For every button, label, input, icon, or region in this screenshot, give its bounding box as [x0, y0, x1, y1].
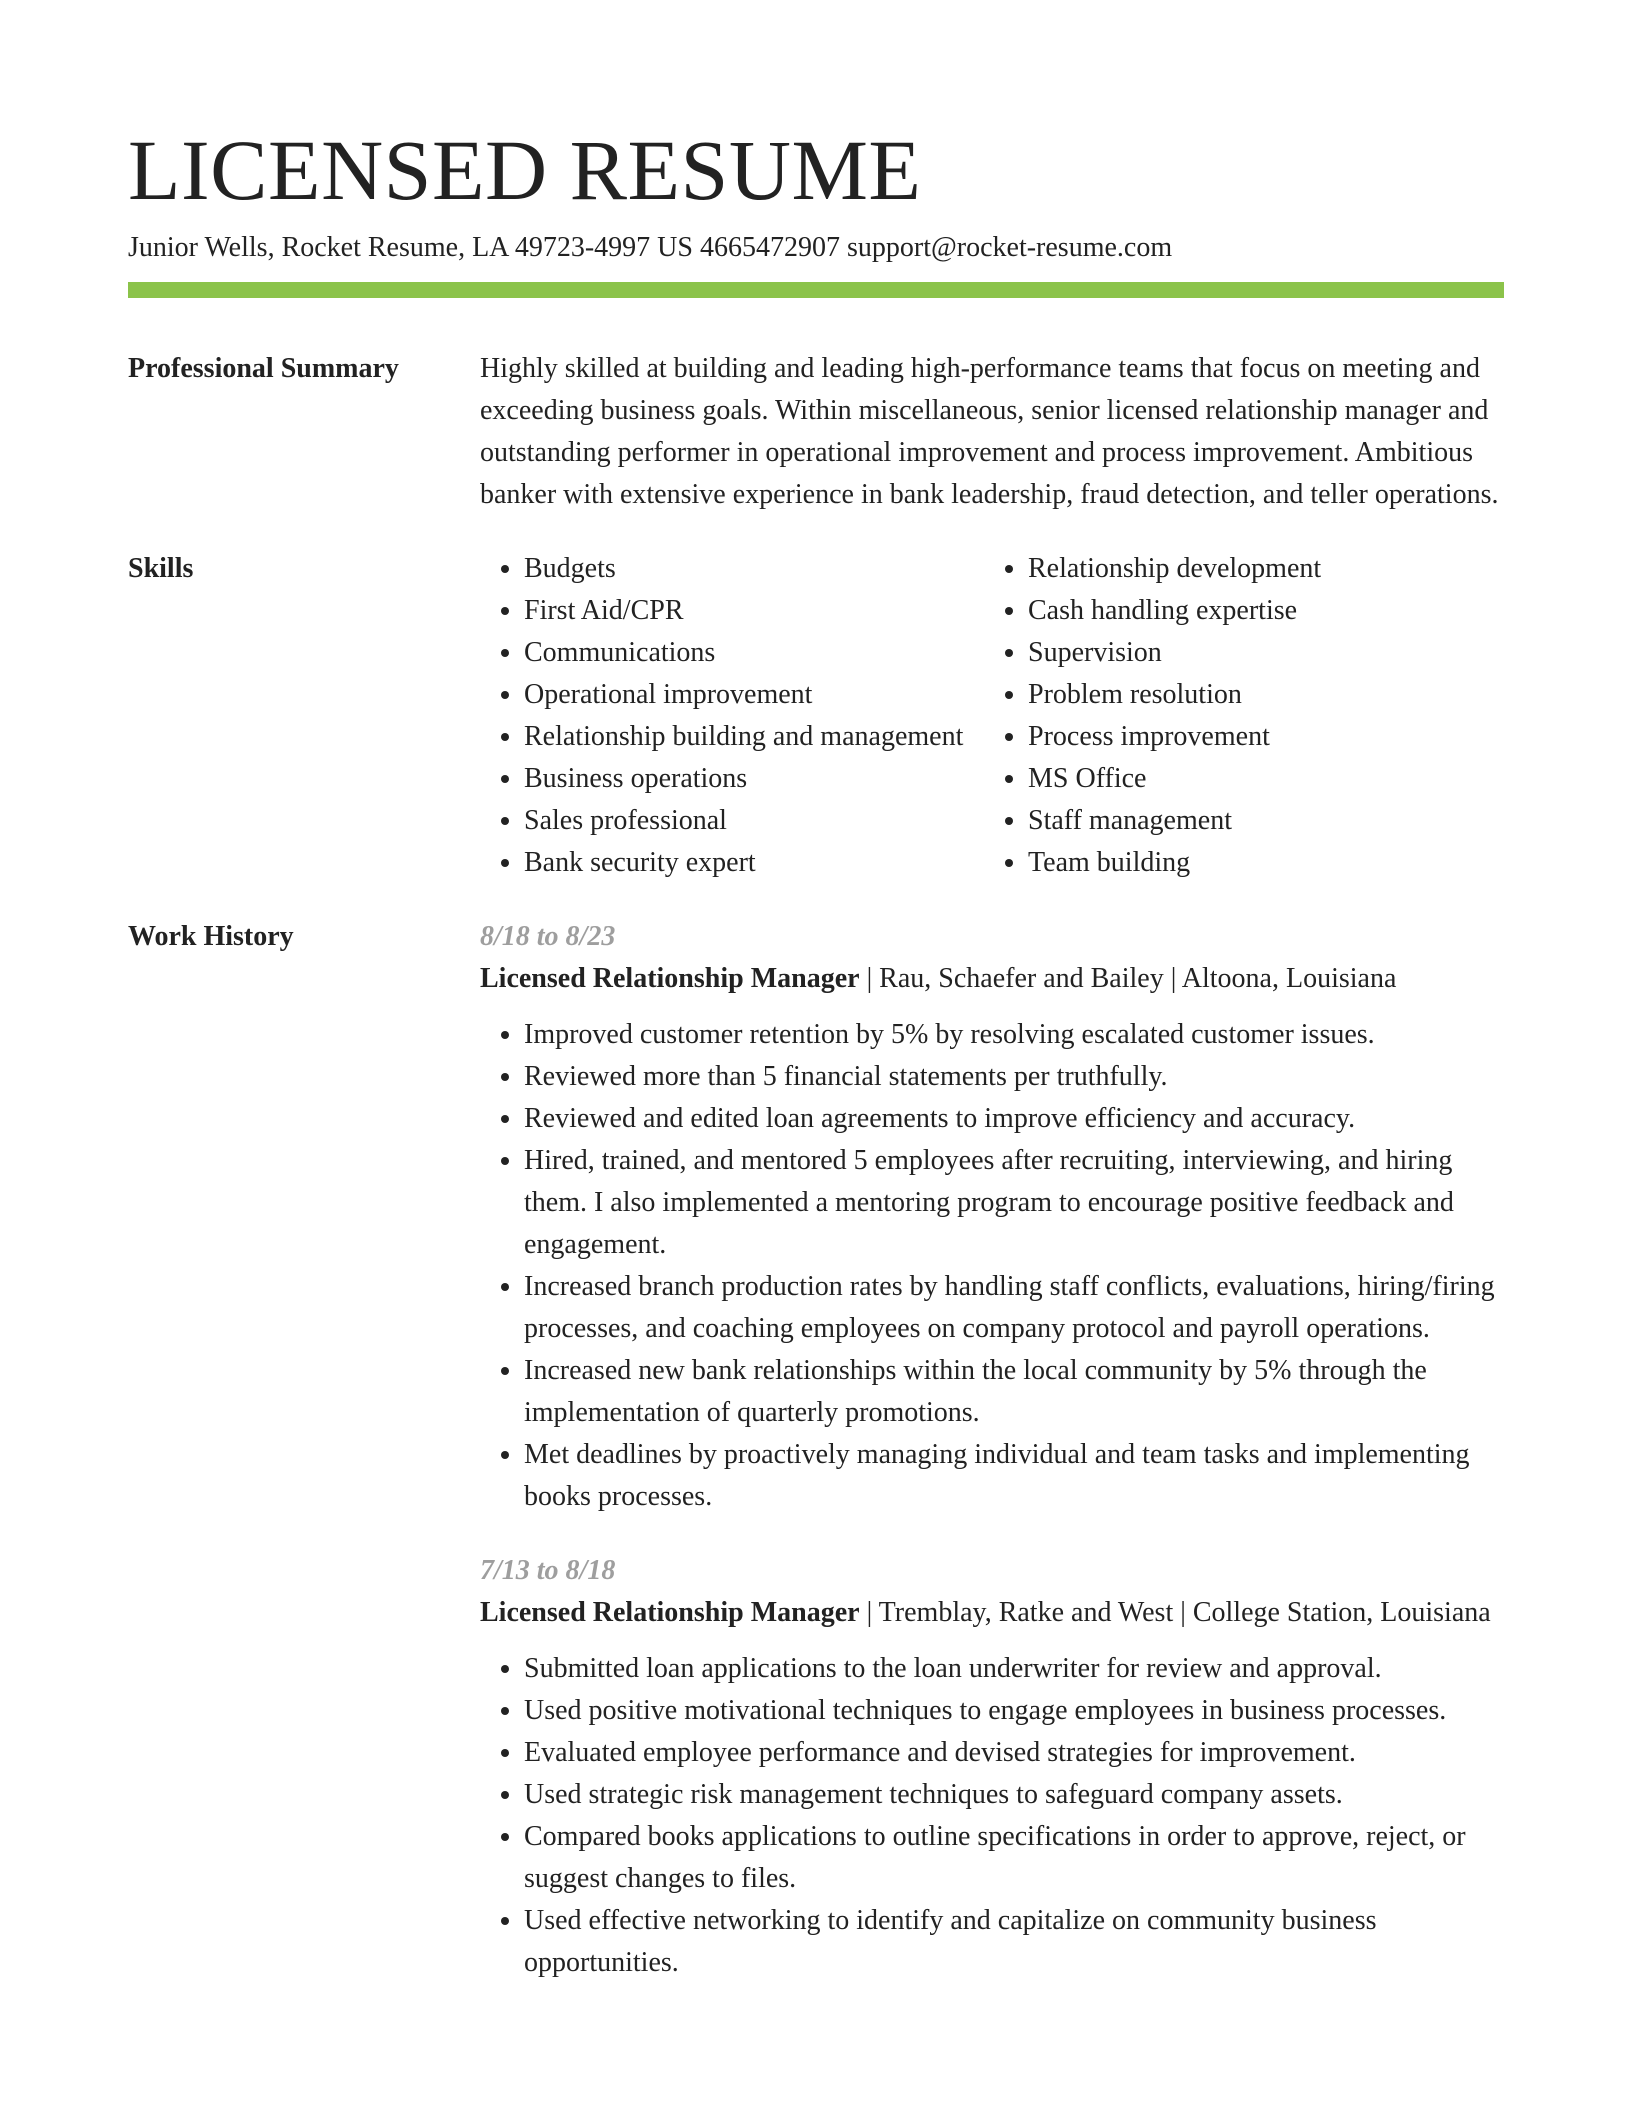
- job-bullet: • Met deadlines by proactively managing individual and team tasks and implementing books processes.: [524, 1434, 1504, 1518]
- accent-divider: [128, 282, 1504, 298]
- skill-item: • Communications: [524, 632, 984, 674]
- summary-text: Highly skilled at building and leading high-performance teams that focus on meeting and exceeding business goals. Within miscellaneous, senior licensed relationship manager and outstanding performer in operational improvement and process improvement. Ambitious banker with extensive experience in bank leadership, fraud detection, and teller operations.: [480, 353, 1499, 510]
- job-bullet: • Hired, trained, and mentored 5 employees after recruiting, interviewing, and hiring them. I also implemented a mentoring program to encourage positive feedback and engagement.: [524, 1140, 1504, 1266]
- job-bullet: • Used strategic risk management techniques to safeguard company assets.: [524, 1774, 1504, 1816]
- skill-item: • MS Office: [1028, 758, 1321, 800]
- job-bullets: [480, 1014, 1504, 1518]
- summary-section: [128, 348, 1504, 516]
- job-bullet: • Increased new bank relationships within the local community by 5% through the implementation of quarterly promotions.: [524, 1350, 1504, 1434]
- job-heading: [480, 958, 1504, 1000]
- job-heading: [480, 1592, 1504, 1634]
- skill-item: • Budgets: [524, 548, 984, 590]
- job-bullet: • Reviewed more than 5 financial statements per truthfully.: [524, 1056, 1504, 1098]
- section-label-skills: Skills: [128, 553, 194, 584]
- skill-item: • Bank security expert: [524, 842, 984, 884]
- job-bullet: • Evaluated employee performance and devised strategies for improvement.: [524, 1732, 1504, 1774]
- skill-item: • Relationship development: [1028, 548, 1321, 590]
- section-label-work: Work History: [128, 921, 294, 952]
- skills-section: [128, 548, 1504, 884]
- skill-item: • Cash handling expertise: [1028, 590, 1321, 632]
- job-title: Licensed Relationship Manager: [480, 1597, 860, 1628]
- job-bullet: • Compared books applications to outline specifications in order to approve, reject, or suggest changes to files.: [524, 1816, 1504, 1900]
- skill-item: • Process improvement: [1028, 716, 1321, 758]
- job-bullet: • Submitted loan applications to the loan underwriter for review and approval.: [524, 1648, 1504, 1690]
- job-details: | Tremblay, Ratke and West | College Station, Louisiana: [859, 1597, 1491, 1628]
- skill-item: • Operational improvement: [524, 674, 984, 716]
- job-entry: [480, 1550, 1504, 1984]
- job-bullet: • Used positive motivational techniques to engage employees in business processes.: [524, 1690, 1504, 1732]
- job-bullet: • Improved customer retention by 5% by resolving escalated customer issues.: [524, 1014, 1504, 1056]
- contact-line: Junior Wells, Rocket Resume, LA 49723-4997 US 4665472907 support@rocket-resume.com: [128, 232, 1173, 263]
- job-dates: 8/18 to 8/23: [480, 921, 616, 952]
- job-bullets: [480, 1648, 1504, 1984]
- skill-item: • Supervision: [1028, 632, 1321, 674]
- work-history-section: [128, 916, 1504, 1984]
- resume-page: [128, 120, 1504, 1984]
- section-label-summary: Professional Summary: [128, 353, 399, 384]
- skill-item: • Staff management: [1028, 800, 1321, 842]
- skill-item: • Business operations: [524, 758, 984, 800]
- skill-item: • Team building: [1028, 842, 1321, 884]
- job-details: | Rau, Schaefer and Bailey | Altoona, Louisiana: [859, 963, 1397, 994]
- skill-item: • Sales professional: [524, 800, 984, 842]
- job-bullet: • Used effective networking to identify and capitalize on community business opportunities.: [524, 1900, 1504, 1984]
- skill-item: • Relationship building and management: [524, 716, 984, 758]
- job-dates: 7/13 to 8/18: [480, 1555, 616, 1586]
- resume-title: LICENSED RESUME: [128, 122, 922, 218]
- skill-item: • First Aid/CPR: [524, 590, 984, 632]
- job-bullet: • Reviewed and edited loan agreements to improve efficiency and accuracy.: [524, 1098, 1504, 1140]
- job-bullet: • Increased branch production rates by handling staff conflicts, evaluations, hiring/firing processes, and coaching employees on company protocol and payroll operations.: [524, 1266, 1504, 1350]
- job-title: Licensed Relationship Manager: [480, 963, 860, 994]
- skills-list-right: [984, 548, 1321, 884]
- job-entry: [480, 916, 1504, 1518]
- skill-item: • Problem resolution: [1028, 674, 1321, 716]
- skills-list-left: [480, 548, 984, 884]
